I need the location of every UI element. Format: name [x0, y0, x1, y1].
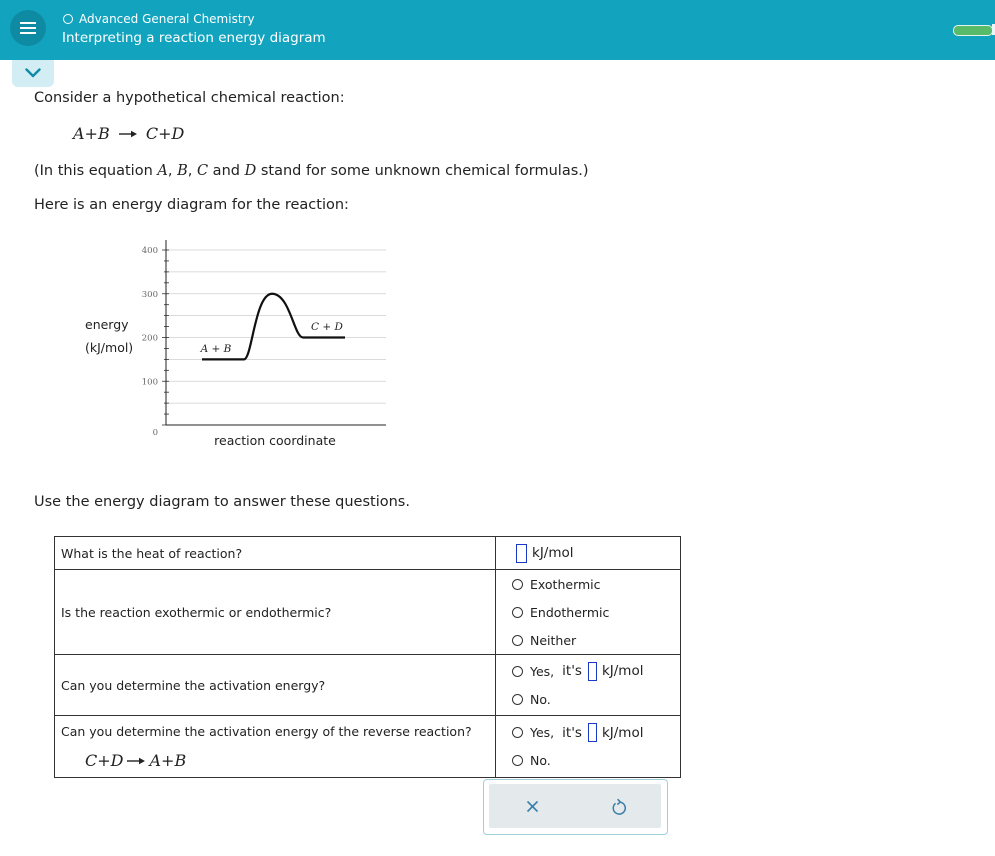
answer-cell: [496, 537, 681, 570]
question-cell: [55, 537, 496, 570]
radio-reverse-yes[interactable]: [512, 727, 523, 738]
course-title: Advanced General Chemistry: [79, 12, 255, 26]
question-cell: [55, 570, 496, 655]
radio-endothermic[interactable]: [512, 607, 523, 618]
table-row: [55, 570, 681, 655]
answer-cell: [496, 570, 681, 655]
question-exo-endo: Is the reaction exothermic or endothermic?: [61, 604, 332, 620]
var-d: D: [244, 163, 257, 179]
activation-input[interactable]: [588, 662, 597, 681]
x-axis-label: reaction coordinate: [214, 433, 336, 448]
option-reverse-yes[interactable]: Yes, it's kJ/mol: [512, 719, 674, 747]
y-tick-label: 100: [141, 377, 158, 388]
instruction-text: Use the energy diagram to answer these questions.: [34, 494, 410, 510]
reaction-right: C+D: [145, 124, 185, 143]
option-neither[interactable]: Neither: [512, 626, 674, 654]
option-reverse-no[interactable]: No.: [512, 747, 674, 775]
legend-text: (In this equation A, B, C and D stand for some unknown chemical formulas.): [34, 163, 589, 179]
radio-neither[interactable]: [512, 635, 523, 646]
y-axis-label-line1: energy: [85, 317, 129, 332]
option-activation-no[interactable]: No.: [512, 685, 674, 713]
radio-activation-yes[interactable]: [512, 666, 523, 677]
reactant-label: A + B: [200, 343, 232, 355]
table-row: [55, 716, 681, 778]
x-icon[interactable]: [526, 800, 539, 813]
question-reverse: Can you determine the activation energy of the reverse reaction?: [61, 724, 472, 739]
intro-text: Consider a hypothetical chemical reaction:: [34, 90, 345, 106]
option-activation-yes[interactable]: Yes, it's kJ/mol: [512, 657, 674, 685]
question-cell: [55, 716, 496, 778]
question-activation: Can you determine the activation energy?: [61, 677, 326, 693]
questions-table: [54, 536, 681, 778]
actions-bar: [489, 784, 661, 828]
table-row: [55, 655, 681, 716]
radio-activation-no[interactable]: [512, 694, 523, 705]
product-label: C + D: [311, 321, 343, 333]
y-ticks: [142, 246, 169, 438]
reverse-equation: C+D A+B: [85, 751, 187, 770]
right-arrow-icon: [126, 756, 146, 766]
heat-unit: kJ/mol: [532, 545, 574, 561]
heat-input[interactable]: [516, 544, 527, 563]
answer-cell: [496, 655, 681, 716]
y-tick-label: 0: [152, 428, 158, 438]
gridlines: [166, 250, 386, 403]
reaction-left: A+B: [73, 124, 110, 143]
reverse-activation-input[interactable]: [588, 723, 597, 742]
var-a: A: [157, 163, 168, 179]
option-endothermic[interactable]: Endothermic: [512, 598, 674, 626]
answer-cell: [496, 716, 681, 778]
y-tick-label: 400: [141, 246, 158, 256]
undo-icon[interactable]: [611, 798, 627, 815]
y-axis-label-line2: (kJ/mol): [85, 340, 134, 355]
option-exothermic[interactable]: Exothermic: [512, 570, 674, 598]
question-heat: What is the heat of reaction?: [61, 545, 243, 561]
y-tick-label: 200: [141, 333, 158, 344]
question-cell: [55, 655, 496, 716]
topic-title: Interpreting a reaction energy diagram: [62, 30, 326, 46]
radio-exothermic[interactable]: [512, 579, 523, 590]
var-c: C: [196, 163, 209, 179]
var-b: B: [177, 163, 188, 179]
diagram-intro: Here is an energy diagram for the reaction:: [34, 197, 349, 213]
y-tick-label: 300: [141, 289, 158, 300]
radio-reverse-no[interactable]: [512, 755, 523, 766]
table-row: [55, 537, 681, 570]
answer-actions: [483, 779, 668, 835]
